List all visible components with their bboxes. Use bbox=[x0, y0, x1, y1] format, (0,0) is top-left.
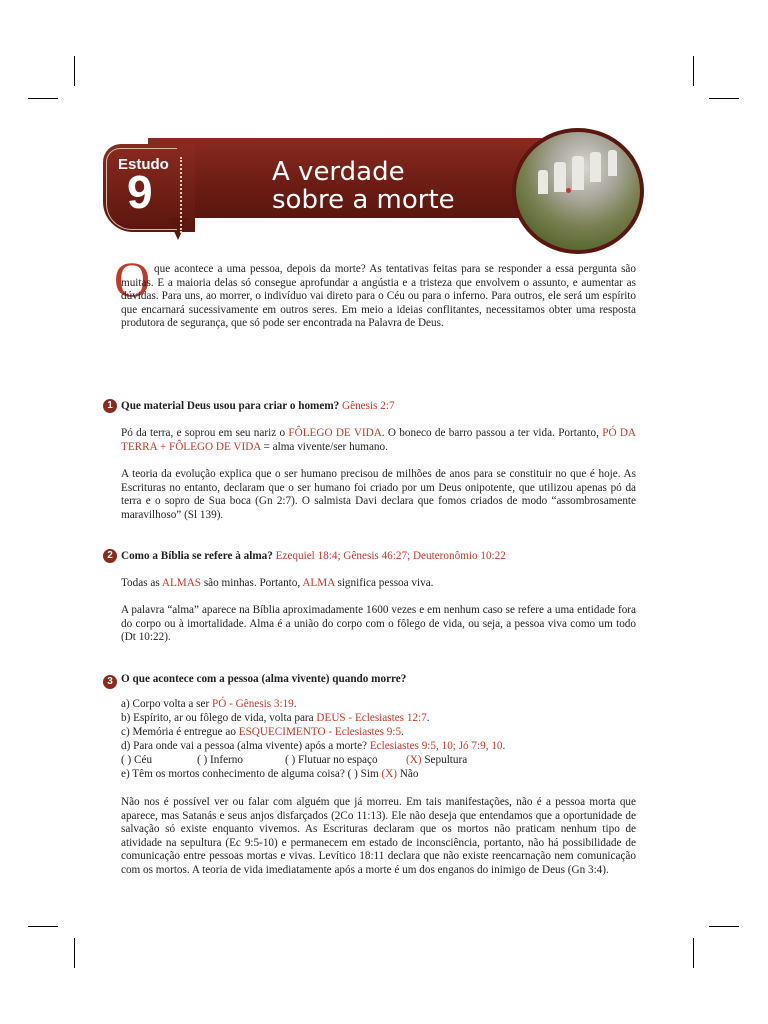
question-number-badge: 2 bbox=[103, 549, 117, 563]
crop-mark bbox=[74, 938, 75, 968]
crop-mark bbox=[693, 56, 694, 86]
stitch-decoration bbox=[180, 157, 188, 233]
question-3: O que acontece com a pessoa (alma vivente) quando morre? bbox=[121, 673, 407, 685]
page-title: A verdade sobre a morte bbox=[272, 157, 455, 215]
crop-mark bbox=[74, 56, 75, 86]
option-inferno: ( ) Inferno bbox=[197, 754, 243, 766]
answer-3c: c) Memória é entregue ao ESQUECIMENTO - Eclesiastes 9:5. bbox=[121, 726, 404, 738]
intro-paragraph: que acontece a uma pessoa, depois da morte? As tentativas feitas para se responder a essa pergunta são muitas. E a maioria delas só consegue aprofundar a angústia e a tristeza que envolvem o assunto, e aumentar as dúvidas. Para uns, ao morrer, o indivíduo vai direto para o Céu ou para o inferno. Para outros, ele será um espírito que encarnará sucessivamente em outros seres. Em meio a ideias conflitantes, necessitamos obter uma resposta produtora de segurança, que só pode ser encontrada na Palavra de Deus. bbox=[121, 263, 636, 330]
answer-3b: b) Espírito, ar ou fôlego de vida, volta para DEUS - Eclesiastes 12:7. bbox=[121, 712, 430, 724]
explanation-2: A palavra “alma” aparece na Bíblia aproximadamente 1600 vezes e em nenhum caso se refere a uma entidade fora do corpo ou à imortalidade. Alma é a união do corpo com o fôlego de vida, ou seja, a pessoa viva como um todo (Dt 10:22). bbox=[121, 604, 636, 644]
cemetery-photo bbox=[512, 128, 644, 254]
question-number-badge: 1 bbox=[103, 399, 117, 413]
crop-mark bbox=[28, 98, 58, 99]
study-label: Estudo bbox=[118, 156, 169, 173]
explanation-3: Não nos é possível ver ou falar com alguém que já morreu. Em tais manifestações, não é a pessoa morta que aparece, mas Satanás e seus anjos disfarçados (2Co 11:13). Ele não deseja que entendamos que a oportunidade de salvação só existe enquanto vivemos. As Escrituras declaram que os mortos não praticam nenhum tipo de atividade na sepultura (Ec 9:5-10) e permanecem em estado de inconsciência, portanto, não há possibilidade de comunicação entre pessoas mortas e vivas. Levítico 18:11 declara que não existe reencarnação nem comunicação com os mortos. A teoria de vida imediatamente após a morte é um dos enganos do inimigo de Deus (Gn 3:4). bbox=[121, 796, 636, 876]
study-number: 9 bbox=[127, 166, 153, 218]
crop-mark bbox=[28, 926, 58, 927]
question-2: Como a Bíblia se refere à alma? Ezequiel 18:4; Gênesis 46:27; Deuteronômio 10:22 bbox=[121, 550, 506, 562]
option-flutuar: ( ) Flutuar no espaço bbox=[285, 754, 378, 766]
answer-3d: d) Para onde vai a pessoa (alma vivente) após a morte? Eclesiastes 9:5, 10; Jó 7:9, 10. bbox=[121, 740, 506, 752]
answer-options bbox=[121, 754, 467, 768]
answer-2: Todas as ALMAS são minhas. Portanto, ALMA significa pessoa viva. bbox=[121, 577, 434, 589]
answer-3e: e) Têm os mortos conhecimento de alguma coisa? ( ) Sim (X) Não bbox=[121, 768, 419, 780]
explanation-1: A teoria da evolução explica que o ser humano precisou de milhões de anos para se constituir no que é hoje. As Escrituras no entanto, declaram que o ser humano foi criado por um Deus onipotente, que utilizou apenas pó da terra e o sopro de Sua boca (Gn 2:7). O salmista Davi declara que fomos criados de modo “assombrosamente maravilhoso” (Sl 139). bbox=[121, 468, 636, 521]
crop-mark bbox=[709, 926, 739, 927]
answer-1: Pó da terra, e soprou em seu nariz o FÔLEGO DE VIDA. O boneco de barro passou a ter vida. Portanto, PÓ DA TERRA + FÔLEGO DE VIDA = alma vivente/ser humano. bbox=[121, 427, 636, 453]
crop-mark bbox=[709, 98, 739, 99]
crop-mark bbox=[693, 938, 694, 968]
question-number-badge: 3 bbox=[103, 675, 117, 689]
option-sepultura: Sepultura bbox=[421, 754, 468, 766]
option-ceu: ( ) Céu bbox=[121, 754, 153, 766]
answer-3a: a) Corpo volta a ser PÓ - Gênesis 3:19. bbox=[121, 698, 297, 710]
question-1: Que material Deus usou para criar o homem? Gênesis 2:7 bbox=[121, 400, 395, 412]
drop-cap: O bbox=[114, 251, 151, 307]
scripture-ref: Gênesis 2:7 bbox=[342, 400, 395, 412]
scripture-ref: Ezequiel 18:4; Gênesis 46:27; Deuteronômio 10:22 bbox=[275, 550, 506, 562]
option-sepultura-mark: (X) bbox=[406, 754, 422, 766]
